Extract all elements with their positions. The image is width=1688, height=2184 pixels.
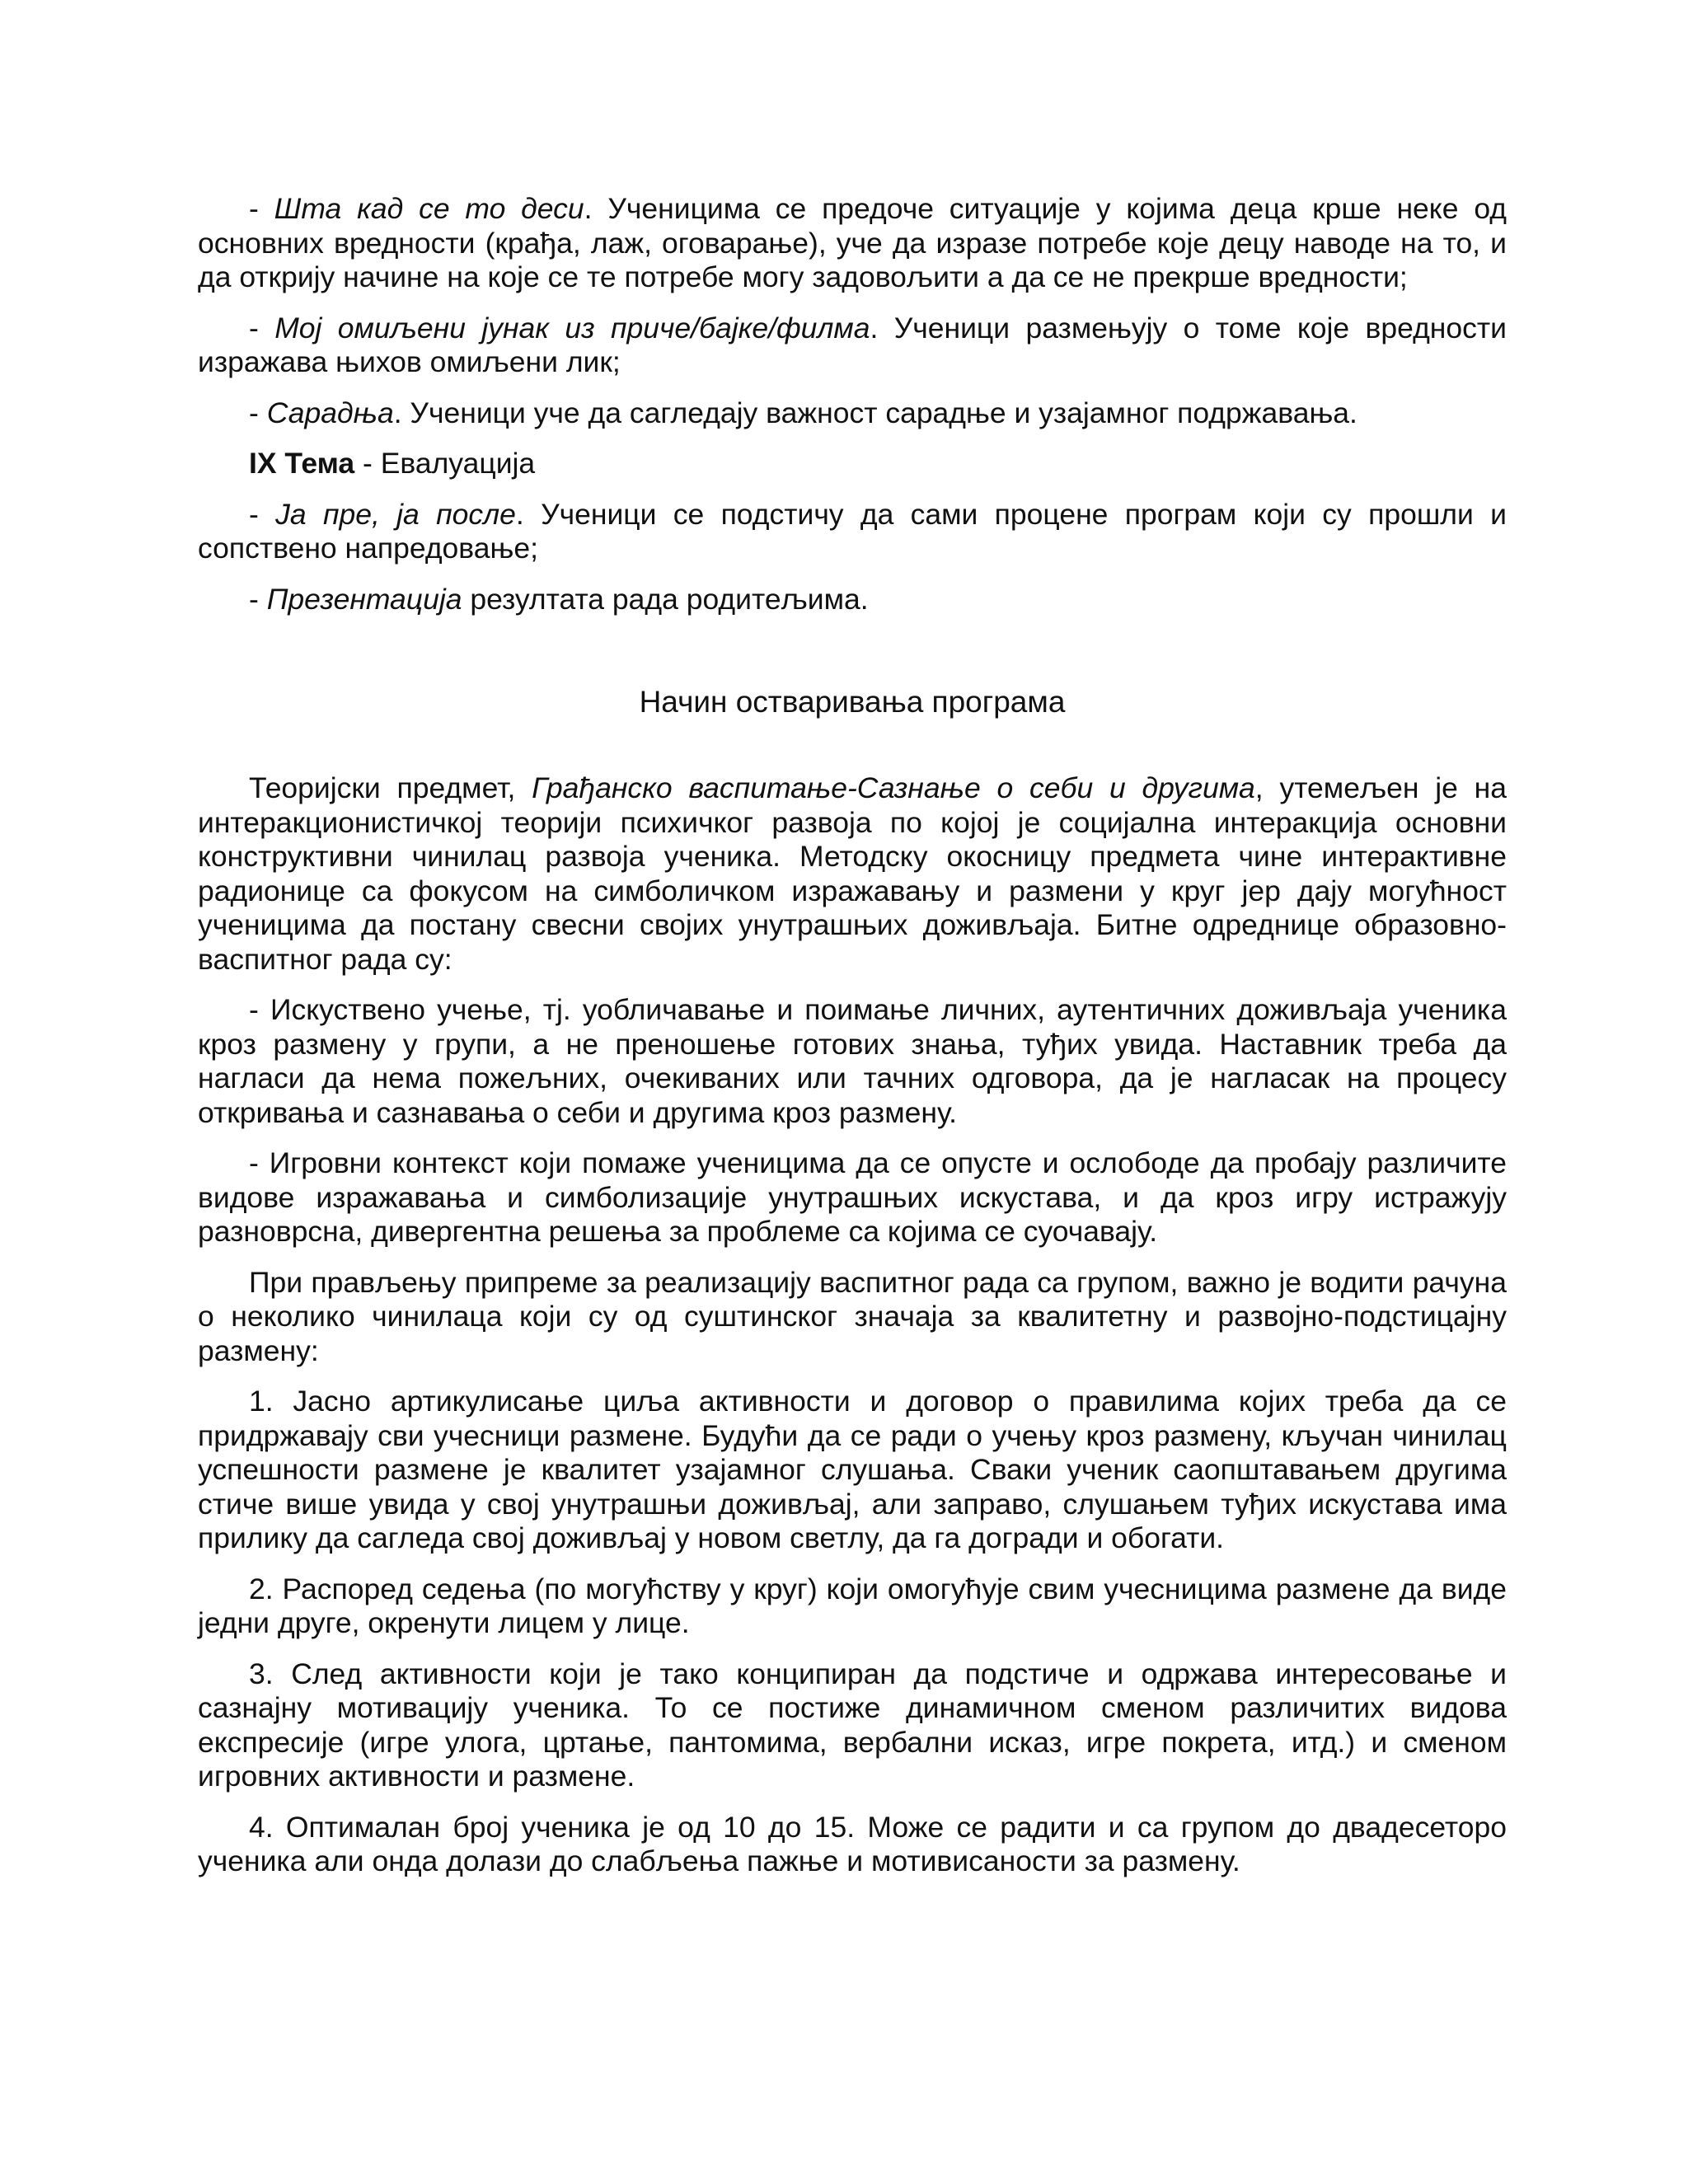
theme-label: IX Тема [249,447,355,480]
paragraph-point-1: 1. Јасно артикулисање циља активности и договор о правилима којих треба да се придржавају сви учесници размене. Будући да се ради о учењу кроз размену, кључан чинилац успешности размене је квалитет узајамног слушања. Сваки ученик саопштавањем другима стиче више увида у свој унутрашњи доживљај, али заправо, слушањем туђих искустава има прилику да сагледа свој доживљај у новом светлу, да га догради и обогати. [198,1385,1507,1554]
paragraph-preparation: При прављењу припреме за реализацију васпитног рада са групом, важно је водити рачуна о неколико чинилаца који су од суштинског значаја за квалитетну и развојно-подстицајну размену: [198,1265,1507,1367]
activity-title: Презентација [266,582,462,616]
item-prefix: - [249,396,267,429]
activity-title: Мој омиљени јунак из приче/бајке/филма [274,311,870,344]
paragraph-point-2: 2. Распоред седења (по могућству у круг) који омогућује свим учесницима размене да виде једни друге, окренути лицем у лице. [198,1572,1507,1639]
activity-me-before-after [198,498,1507,566]
activity-title: Сарадња [266,396,394,429]
paragraph-theoretical-subject [198,771,1507,977]
activity-description: резултата рада родитељима. [462,582,869,616]
theme-title: - Евалуација [354,447,536,480]
activity-title: Шта кад се то деси [274,192,584,225]
activity-presentation [198,583,1507,617]
paragraph-point-4: 4. Оптималан број ученика је од 10 до 15. Може се радити и са групом до двадесеторо ученика али онда долази до слабљења пажње и мотивисаности за размену. [198,1810,1507,1877]
text-run: Теоријски предмет, [249,771,532,804]
activity-description: . Ученицима се предоче ситуације у којима деца крше неке од основних вредности (крађа, лаж, оговарање), уче да изразе потребе које децу наводе на то, и да открију начине на које се те потребе могу задовољити а да се не прекрше вредности; [198,192,1507,293]
paragraph-experiential-learning: - Искуствено учење, тј. уобличавање и поимање личних, аутентичних доживљаја ученика кроз размену у групи, а не преношење готових знања, туђих увида. Наставник треба да нагласи да нема пожељних, очекиваних или тачних одговора, да је нагласак на процесу откривања и сазнавања о себи и другима кроз размену. [198,993,1507,1129]
theme-heading [198,447,1507,481]
paragraph-play-context: - Игровни контекст који помаже ученицима да се опусте и ослободе да пробају различите видове изражавања и симболизације унутрашњих искустава, и да кроз игру истражују разноврсна, дивергентна решења за проблеме са којима се суочавају. [198,1146,1507,1248]
item-prefix: - [249,311,275,344]
activity-title: Ја пре, ја после [275,497,516,531]
item-prefix: - [249,192,274,225]
activity-description: . Ученици размењују о томе које вредности изражава њихов омиљени лик; [198,311,1507,378]
section-heading: Начин остваривања програма [639,685,1066,719]
activity-what-if-it-happens [198,192,1507,295]
item-prefix: - [249,582,267,616]
item-prefix: - [249,497,276,531]
activity-favorite-hero [198,312,1507,380]
activity-cooperation [198,396,1507,431]
activity-description: . Ученици уче да сагледају важност сарадње и узајамног подржавања. [393,396,1357,429]
activity-description: . Ученици се подстичу да сами процене програм који су прошли и сопствено напредовање; [198,497,1507,565]
paragraph-point-3: 3. След активности који је тако конципиран да подстиче и одржава интересовање и сазнајну мотивацију ученика. То се постиже динамичном сменом различитих видова експресије (игре улога, цртање, пантомима, вербални исказ, игре покрета, итд.) и сменом игровних активности и размене. [198,1657,1507,1793]
text-run: , утемељен је на интеракционистичкој теорији психичког развоја по којој је социјална интеракција основни конструктивни чинилац развоја ученика. Методску окосницу предмета чине интерактивне радионице са фокусом на симболичком изражавању и размени у круг јер дају могућност ученицима да постану свесни својих унутрашњих доживљаја. Битне одреднице образовно-васпитног рада су: [198,771,1507,976]
subject-title: Грађанско васпитање-Сазнање о себи и другима [532,771,1255,804]
